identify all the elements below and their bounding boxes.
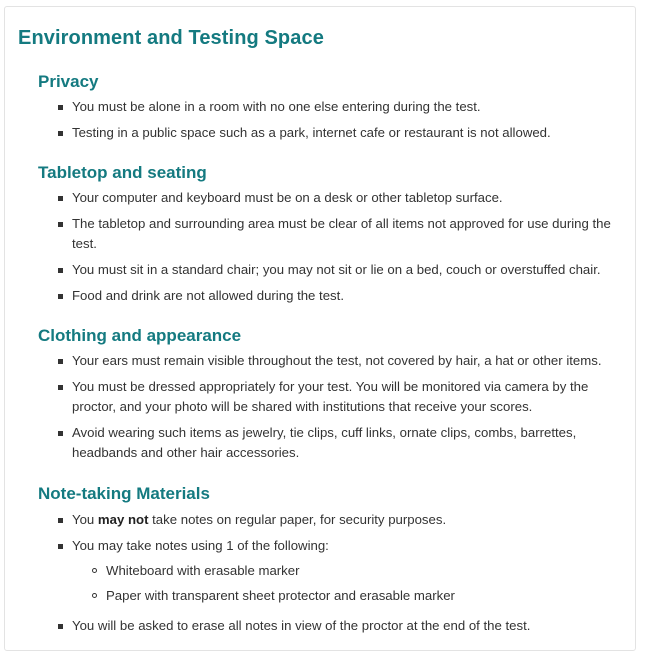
list-item: Your computer and keyboard must be on a desk or other tabletop surface. <box>72 188 632 208</box>
privacy-list <box>38 97 632 149</box>
notes-list <box>38 510 632 642</box>
list-item: You will be asked to erase all notes in view of the proctor at the end of the test. <box>72 616 632 636</box>
sub-list-item: Whiteboard with erasable marker <box>106 561 632 581</box>
list-item: Avoid wearing such items as jewelry, tie clips, cuff links, ornate clips, combs, barrettes, headbands and other hair accessories. <box>72 423 632 463</box>
list-item <box>72 536 632 606</box>
page-title: Environment and Testing Space <box>18 27 324 49</box>
section-heading-privacy: Privacy <box>38 72 99 91</box>
note-options-list <box>72 561 632 606</box>
section-heading-clothing: Clothing and appearance <box>38 326 242 345</box>
list-item: You must be alone in a room with no one else entering during the test. <box>72 97 632 117</box>
list-item: Your ears must remain visible throughout the test, not covered by hair, a hat or other items. <box>72 351 632 371</box>
tabletop-list <box>38 188 632 312</box>
list-item: Testing in a public space such as a park, internet cafe or restaurant is not allowed. <box>72 123 632 143</box>
note-options-intro: You may take notes using 1 of the following: <box>72 538 329 553</box>
list-item <box>72 510 632 530</box>
section-heading-tabletop: Tabletop and seating <box>38 163 207 182</box>
section-heading-notes: Note-taking Materials <box>38 484 210 503</box>
list-item: You must be dressed appropriately for your test. You will be monitored via camera by the proctor, and your photo will be shared with institutions that receive your scores. <box>72 377 632 417</box>
content-card <box>4 6 636 651</box>
list-item: Food and drink are not allowed during the test. <box>72 286 632 306</box>
note-text-after: take notes on regular paper, for security purposes. <box>148 512 447 527</box>
sub-list-item: Paper with transparent sheet protector and erasable marker <box>106 586 632 606</box>
clothing-list <box>38 351 632 469</box>
note-text-before: You <box>72 512 98 527</box>
list-item: You must sit in a standard chair; you may not sit or lie on a bed, couch or overstuffed chair. <box>72 260 632 280</box>
list-item: The tabletop and surrounding area must be clear of all items not approved for use during the test. <box>72 214 632 254</box>
note-emphasis: may not <box>97 512 149 527</box>
